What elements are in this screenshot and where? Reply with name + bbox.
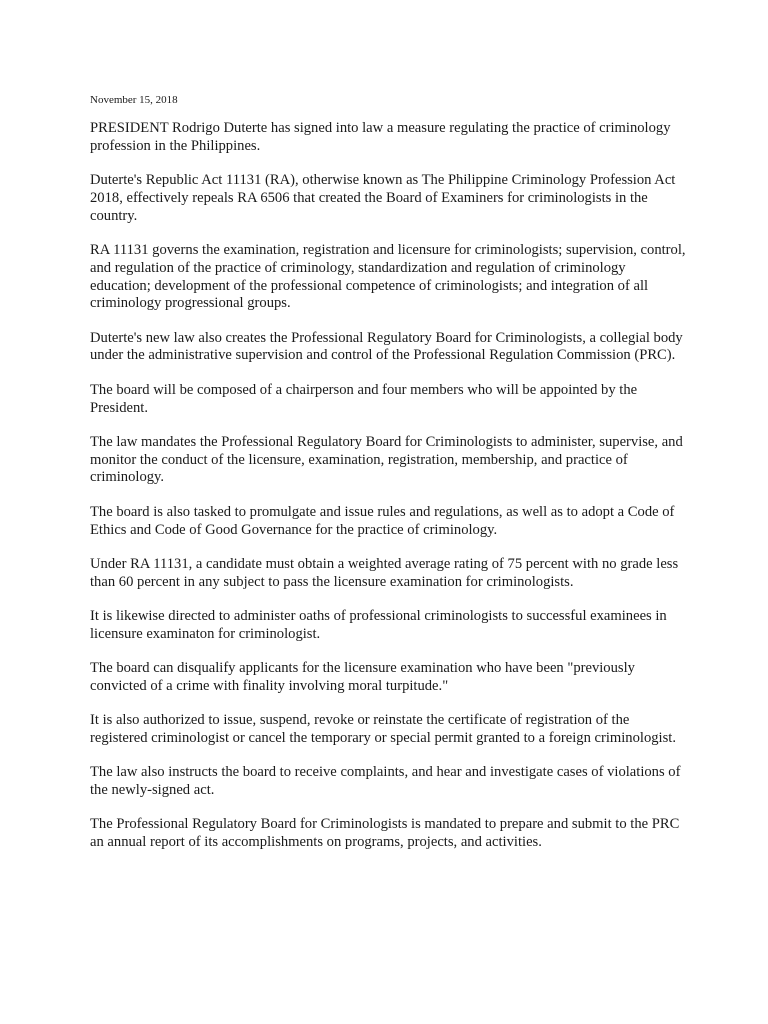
paragraph-1: PRESIDENT Rodrigo Duterte has signed into law a measure regulating the practice of criminology profession in the Philippines.	[90, 120, 671, 154]
paragraph-6: The law mandates the Professional Regulatory Board for Criminologists to administer, supervise, and monitor the conduct of the licensure, examination, registration, membership, and practice of criminology.	[90, 433, 683, 486]
paragraph-3: RA 11131 governs the examination, registration and licensure for criminologists; supervision, control, and regulation of the practice of criminology, standardization and regulation of criminology education; development of the professional competence of criminologists; and integration of all criminology progressional groups.	[90, 241, 686, 312]
paragraph-7: The board is also tasked to promulgate and issue rules and regulations, as well as to adopt a Code of Ethics and Code of Good Governance for the practice of criminology.	[90, 503, 675, 538]
paragraph-10: The board can disqualify applicants for the licensure examination who have been "previously convicted of a crime with finality involving moral turpitude."	[90, 660, 635, 694]
article-body	[90, 94, 690, 868]
paragraph-5: The board will be composed of a chairperson and four members who will be appointed by the President.	[90, 381, 638, 416]
paragraph-12: The law also instructs the board to receive complaints, and hear and investigate cases of violations of the newly-signed act.	[90, 764, 681, 799]
paragraph-11: It is also authorized to issue, suspend, revoke or reinstate the certificate of registration of the registered criminologist or cancel the temporary or special permit granted to a foreign criminologist.	[90, 712, 676, 746]
paragraph-4: Duterte's new law also creates the Professional Regulatory Board for Criminologists, a collegial body under the administrative supervision and control of the Professional Regulation Commission (PRC).	[90, 329, 683, 364]
paragraph-9: It is likewise directed to administer oaths of professional criminologists to successful examinees in licensure examinaton for criminologist.	[90, 607, 667, 642]
paragraph-8: Under RA 11131, a candidate must obtain a weighted average rating of 75 percent with no grade less than 60 percent in any subject to pass the licensure examination for criminologists.	[90, 555, 679, 590]
paragraph-13: The Professional Regulatory Board for Criminologists is mandated to prepare and submit to the PRC an annual report of its accomplishments on programs, projects, and activities.	[90, 816, 680, 851]
article-date: November 15, 2018	[90, 94, 178, 106]
paragraph-2: Duterte's Republic Act 11131 (RA), otherwise known as The Philippine Criminology Profession Act 2018, effectively repeals RA 6506 that created the Board of Examiners for criminologists in the country.	[90, 172, 676, 224]
